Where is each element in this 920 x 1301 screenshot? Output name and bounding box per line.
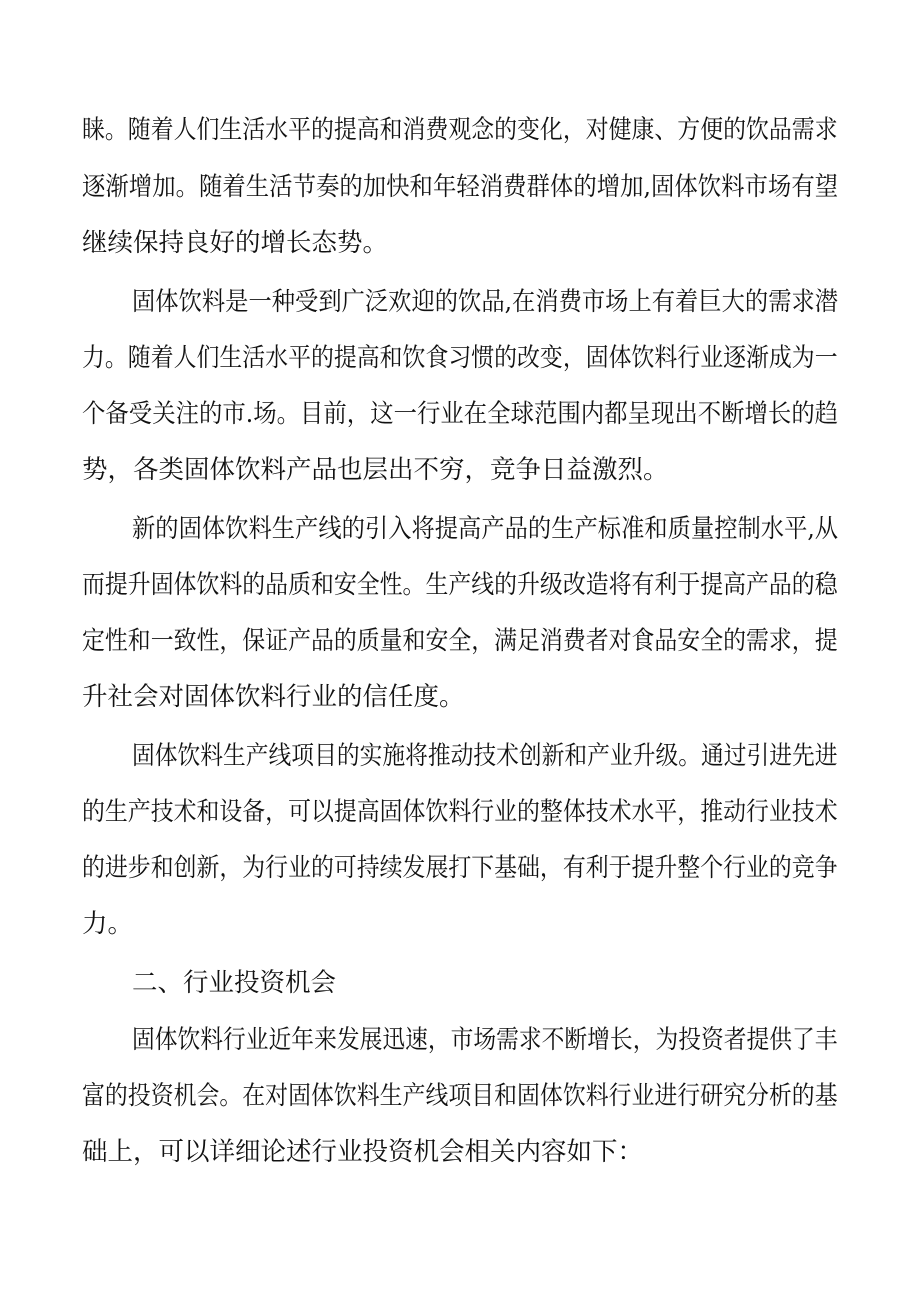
text-line: 势，各类固体饮料产品也层出不穷，竞争日益激烈。 xyxy=(82,455,669,485)
text-line: 固体饮料行业近年来发展迅速，市场需求不断增长，为投资者提供了丰 xyxy=(132,1025,838,1055)
text-line: 富的投资机会。在对固体饮料生产线项目和固体饮料行业进行研究分析的基 xyxy=(82,1081,838,1111)
text-line: 固体饮料生产线项目的实施将推动技术创新和产业升级。通过引进先进 xyxy=(132,741,838,771)
text-line: 而提升固体饮料的品质和安全性。生产线的升级改造将有利于提高产品的稳 xyxy=(82,570,838,600)
section-heading: 二、行业投资机会 xyxy=(132,968,337,998)
text-line: 定性和一致性，保证产品的质量和安全，满足消费者对食品安全的需求，提 xyxy=(82,626,838,656)
text-line: 继续保持良好的增长态势。 xyxy=(82,228,389,258)
text-line: 固体饮料是一种受到广泛欢迎的饮品,在消费市场上有着巨大的需求潜 xyxy=(132,287,839,317)
text-line: 的生产技术和设备，可以提高固体饮料行业的整体技术水平，推动行业技术 xyxy=(82,797,838,827)
text-line: 力。随着人们生活水平的提高和饮食习惯的改变，固体饮料行业逐渐成为一 xyxy=(82,343,838,373)
text-line: 逐渐增加。随着生活节奏的加快和年轻消费群体的增加,固体饮料市场有望 xyxy=(82,172,839,202)
text-line: 升社会对固体饮料行业的信任度。 xyxy=(82,682,465,712)
text-line: 个备受关注的市.场。目前，这一行业在全球范围内都呈现出不断增长的趋 xyxy=(82,399,839,429)
text-line: 础上，可以详细论述行业投资机会相关内容如下： xyxy=(82,1137,644,1167)
text-line: 的进步和创新，为行业的可持续发展打下基础，有利于提升整个行业的竞争 xyxy=(82,853,838,883)
text-line: 力。 xyxy=(82,909,134,939)
text-line: 新的固体饮料生产线的引入将提高产品的生产标准和质量控制水平,从 xyxy=(132,514,839,544)
text-line: 睐。随着人们生活水平的提高和消费观念的变化，对健康、方便的饮品需求 xyxy=(82,115,838,145)
